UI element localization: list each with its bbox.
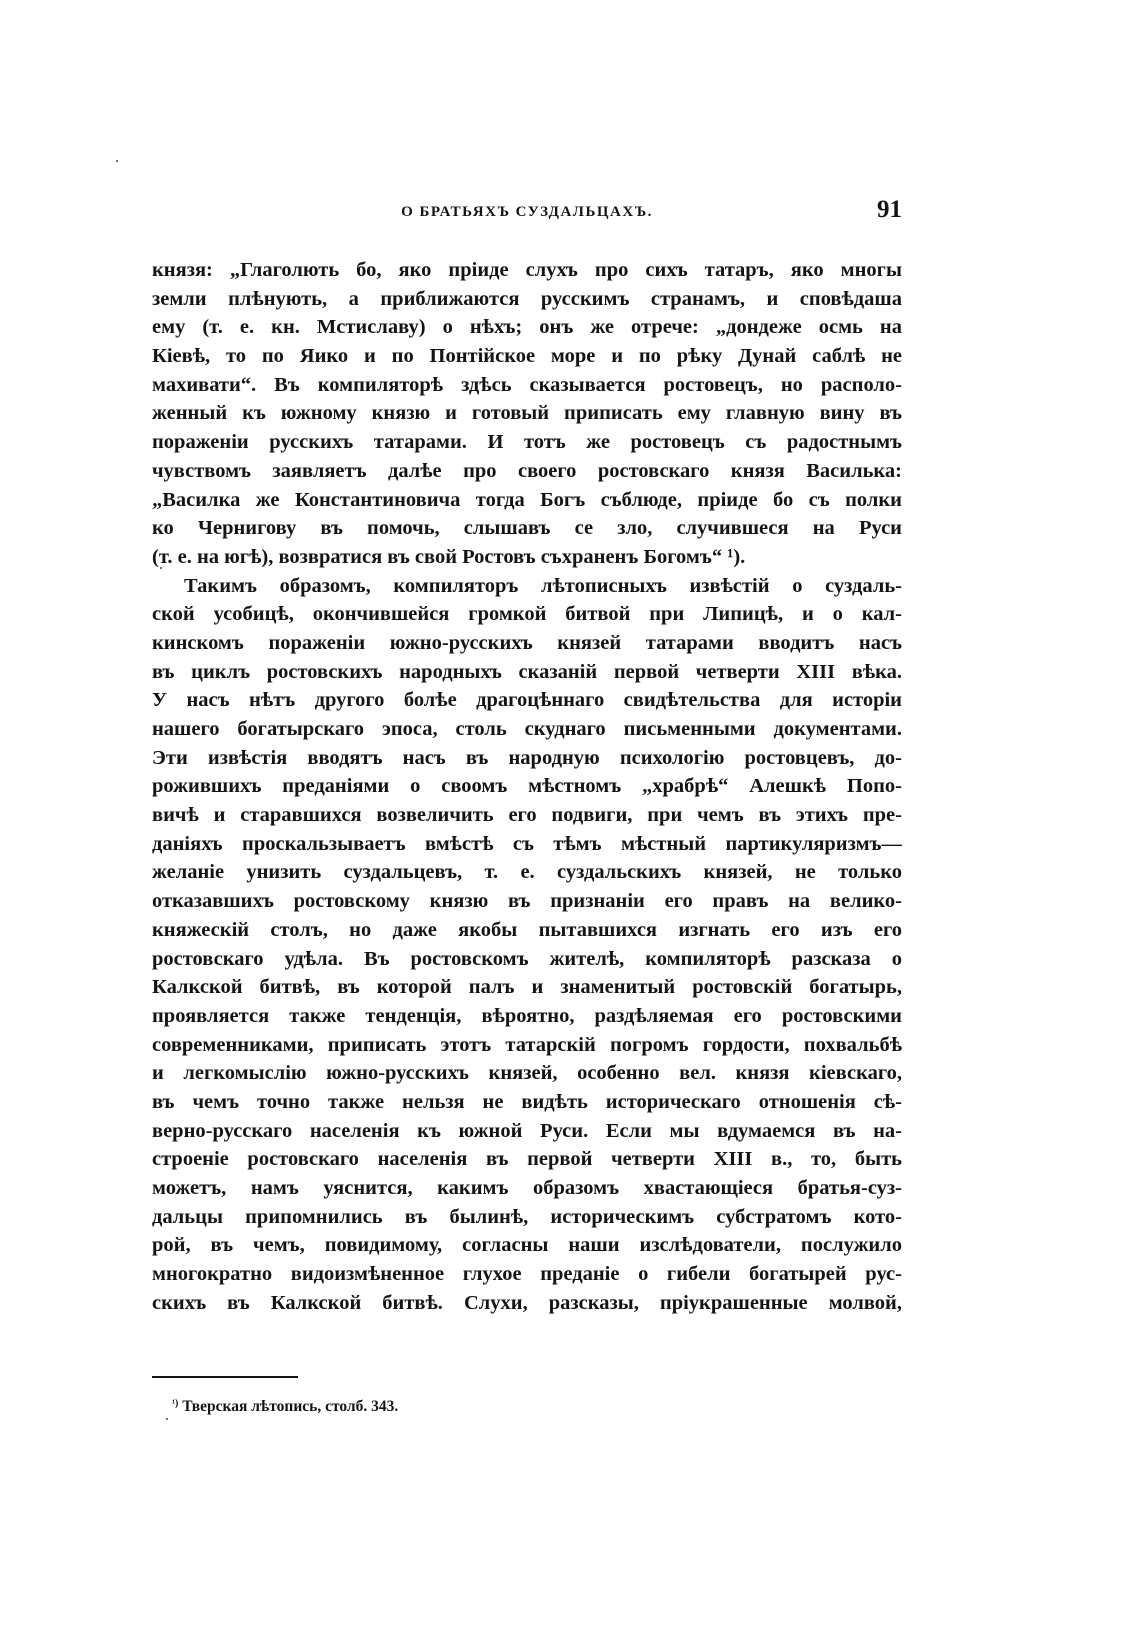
text-line: рожившихъ преданiями о своомъ мѣстномъ „храбрѣ“ Алешкѣ Попо- [152, 775, 902, 798]
text-line: ростовскаго удѣла. Въ ростовскомъ жителѣ, компиляторѣ разсказа о [152, 947, 902, 970]
text-line: земли плѣнують, а приближаются русскимъ странамъ, и сповѣдаша [152, 287, 902, 310]
text-line: пораженiи русскихъ татарами. И тотъ же ростовецъ съ радостнымъ [152, 431, 902, 454]
body-text [152, 256, 902, 1317]
text-line: скихъ въ Калкской битвѣ. Слухи, разсказы, прiукрашенные молвой, [152, 1291, 902, 1314]
text-line: (т. е. на югѣ), возвратися въ свой Ростовъ съхраненъ Богомъ“ ¹). [152, 545, 746, 568]
text-line: У насъ нѣтъ другого болѣе драгоцѣннаго свидѣтельства для исторiи [152, 689, 902, 712]
scan-speck [116, 160, 118, 162]
running-title: О БРАТЬЯХЪ СУЗДАЛЬЦАХЪ. [401, 204, 653, 220]
page-number: 91 [877, 196, 902, 223]
footnote-divider [152, 1376, 298, 1378]
text-line: верно-русскаго населенiя къ южной Руси. Если мы вдумаемся въ на- [152, 1119, 902, 1142]
text-line: князя: „Глаголють бо, яко прiиде слухъ про сихъ татаръ, яко многы [152, 259, 902, 281]
scan-speck [166, 1418, 168, 1420]
text-line: можетъ, намъ уяснится, какимъ образомъ хвастающiеся братья-суз- [152, 1177, 902, 1199]
text-line: кинскомъ пораженiи южно-русскихъ князей татарами вводитъ насъ [152, 631, 902, 654]
footnote [172, 1398, 398, 1416]
text-line: въ циклъ ростовскихъ народныхъ сказанiй первой четверти XIII вѣка. [152, 660, 902, 683]
text-line: чувствомъ заявляетъ далѣе про своего ростовскаго князя Василька: [152, 459, 902, 482]
text-line: женный къ южному князю и готовый приписать ему главную вину въ [152, 402, 902, 425]
page-header [152, 196, 902, 232]
text-line: махивати“. Въ компиляторѣ здѣсь сказывается ростовецъ, но располо- [152, 373, 902, 396]
text-line: княжескiй столъ, но даже якобы пытавшихся изгнать его изъ его [152, 918, 902, 941]
footnote-text: Тверская лѣтопись, столб. 343. [182, 1398, 399, 1415]
text-line: Кiевѣ, то по Яико и по Понтiйское море и по рѣку Дунай саблѣ не [152, 345, 902, 368]
text-line: въ чемъ точно также нельзя не видѣть историческаго отношенiя сѣ- [152, 1090, 902, 1113]
text-line: и легкомыслiю южно-русскихъ князей, особенно вел. князя кiевскаго, [152, 1062, 902, 1085]
text-line: отказавшихъ ростовскому князю въ признанiи его правъ на велико- [152, 890, 902, 913]
text-line: ему (т. е. кн. Мстиславу) о нѣхъ; онъ же отрече: „дондеже осмь на [152, 316, 902, 339]
text-line: ской усобицѣ, окончившейся громкой битвой при Липицѣ, и о кал- [152, 603, 902, 626]
footnote-marker: ¹) [172, 1398, 179, 1409]
text-line: „Василка же Константиновича тогда Богъ съблюде, прiиде бо съ полки [152, 488, 902, 511]
text-line: Калкской битвѣ, въ которой палъ и знаменитый ростовскiй богатырь, [152, 976, 902, 999]
text-line: проявляется также тенденцiя, вѣроятно, раздѣляемая его ростовскими [152, 1004, 902, 1027]
text-line: многократно видоизмѣненное глухое преданiе о гибели богатырей рус- [152, 1263, 902, 1286]
text-line: рой, въ чемъ, повидимому, согласны наши изслѣдователи, послужило [152, 1234, 902, 1257]
text-line: Такимъ образомъ, компиляторъ лѣтописныхъ извѣстiй о суздаль- [184, 574, 902, 597]
text-line: современниками, приписать этотъ татарскiй погромъ гордости, похвальбѣ [152, 1033, 902, 1056]
text-line: строенiе ростовскаго населенiя въ первой четверти XIII в., то, быть [152, 1148, 902, 1171]
text-line: ко Чернигову въ помочь, слышавъ се зло, случившеся на Руси [152, 517, 902, 540]
text-line: Эти извѣстiя вводятъ насъ въ народную психологiю ростовцевъ, до- [152, 746, 902, 769]
text-line: желанiе унизить суздальцевъ, т. е. суздальскихъ князей, не только [152, 861, 902, 884]
text-line: дальцы припомнились въ былинѣ, историческимъ субстратомъ кото- [152, 1205, 902, 1228]
text-line: нашего богатырскаго эпоса, столь скуднаго письменными документами. [152, 718, 902, 740]
text-line: данiяхъ проскальзываетъ вмѣстѣ съ тѣмъ мѣстный партикуляризмъ— [152, 832, 902, 855]
text-line: вичѣ и старавшихся возвеличить его подвиги, при чемъ въ этихъ пре- [152, 804, 902, 827]
